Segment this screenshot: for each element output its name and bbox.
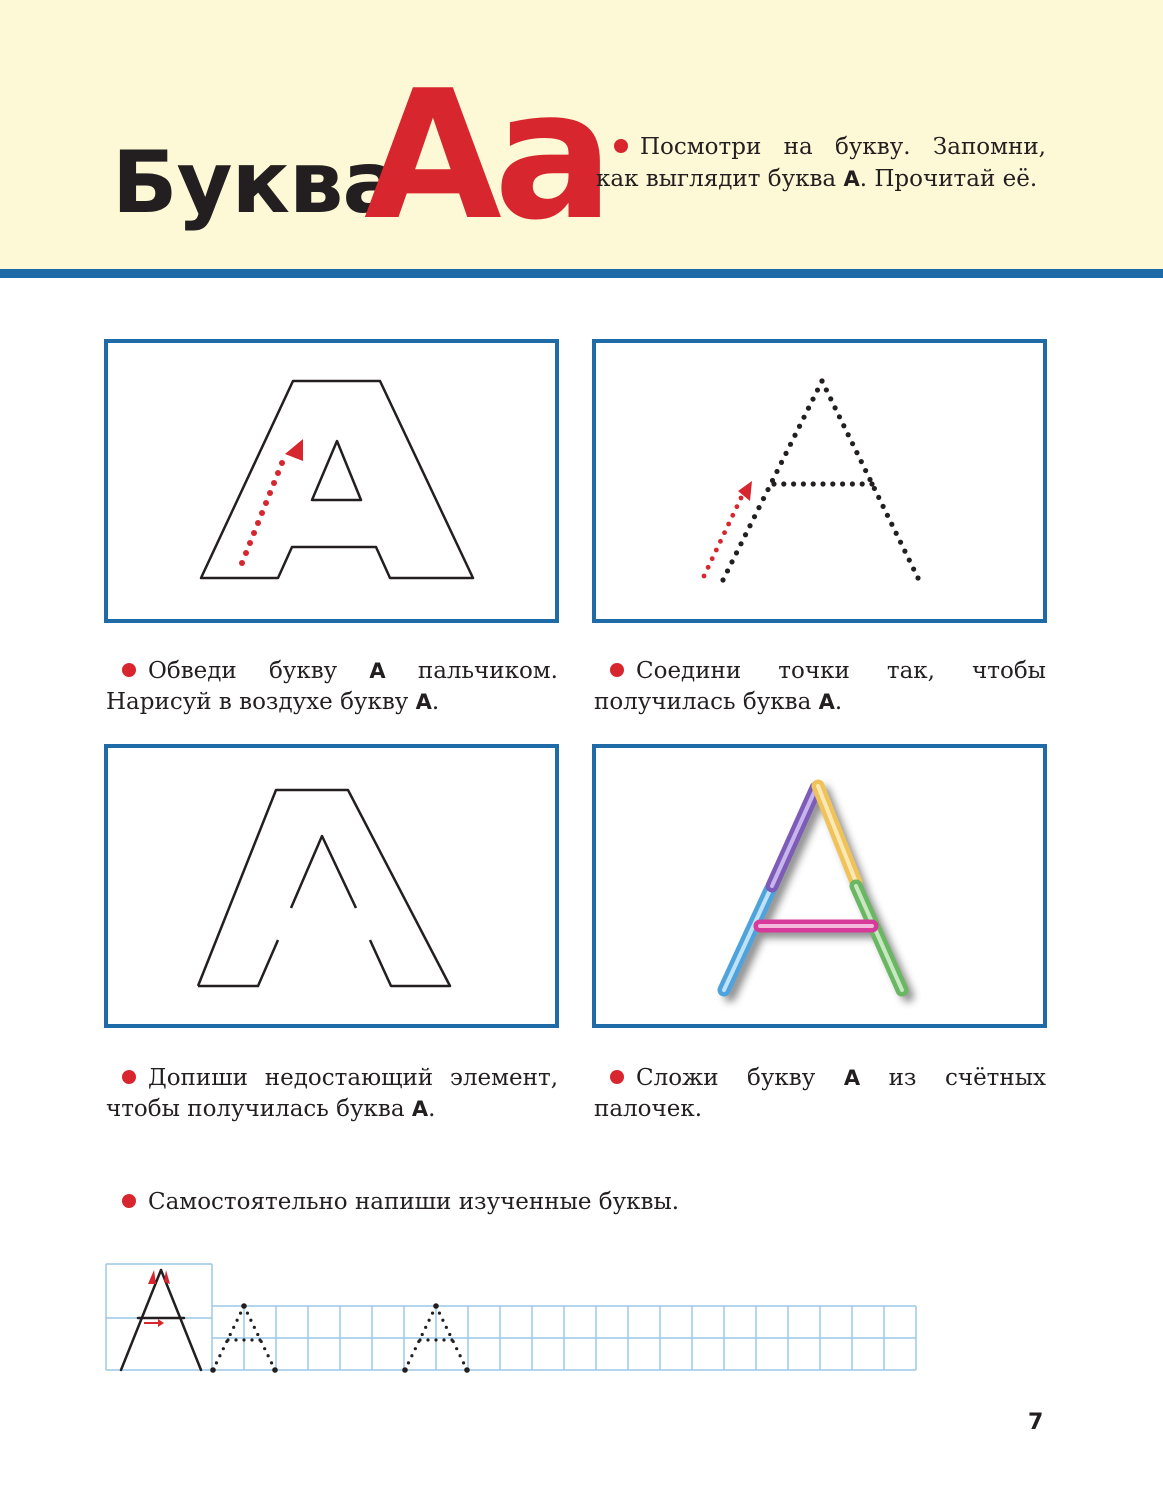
caption-dots: Соедини точки так, чтобы получилась буква А. — [594, 658, 1046, 715]
panel-connect-dots — [592, 339, 1047, 623]
title-letters: Аа — [364, 52, 606, 259]
caption-trace: Обведи букву А пальчиком. Нарисуй в воздухе букву А. — [106, 658, 558, 715]
panel-trace-letter — [104, 339, 559, 623]
bullet-dot-icon — [610, 1070, 624, 1084]
counting-sticks-letter-a-icon — [596, 748, 1043, 1024]
bullet-dot-icon — [122, 1194, 136, 1208]
intro-text: Посмотри на букву. Запомни, как выглядит буква А. Прочитай её. — [596, 134, 1046, 192]
dotted-letter-a-icon — [596, 343, 1043, 619]
writing-grid — [104, 1262, 924, 1377]
header-divider — [0, 269, 1163, 278]
intro-letter: А — [843, 167, 860, 191]
caption-missing: Допиши недостающий элемент, чтобы получилась буква А. — [106, 1065, 558, 1122]
sample-letter-a-icon — [121, 1270, 201, 1370]
page-number: 7 — [1028, 1410, 1044, 1435]
bullet-dot-icon — [610, 663, 624, 677]
bullet-dot-icon — [122, 1070, 136, 1084]
incomplete-letter-a-icon — [108, 748, 555, 1024]
panel-counting-sticks — [592, 744, 1047, 1028]
outline-letter-a-icon — [108, 343, 555, 619]
bullet-dot-icon — [122, 663, 136, 677]
writing-task: Самостоятельно напиши изученные буквы. — [106, 1187, 679, 1218]
bullet-dot-icon — [614, 139, 628, 153]
page-title: Буква — [112, 133, 400, 233]
panel-missing-element — [104, 744, 559, 1028]
caption-sticks: Сложи букву А из счётных палочек. — [594, 1065, 1047, 1122]
